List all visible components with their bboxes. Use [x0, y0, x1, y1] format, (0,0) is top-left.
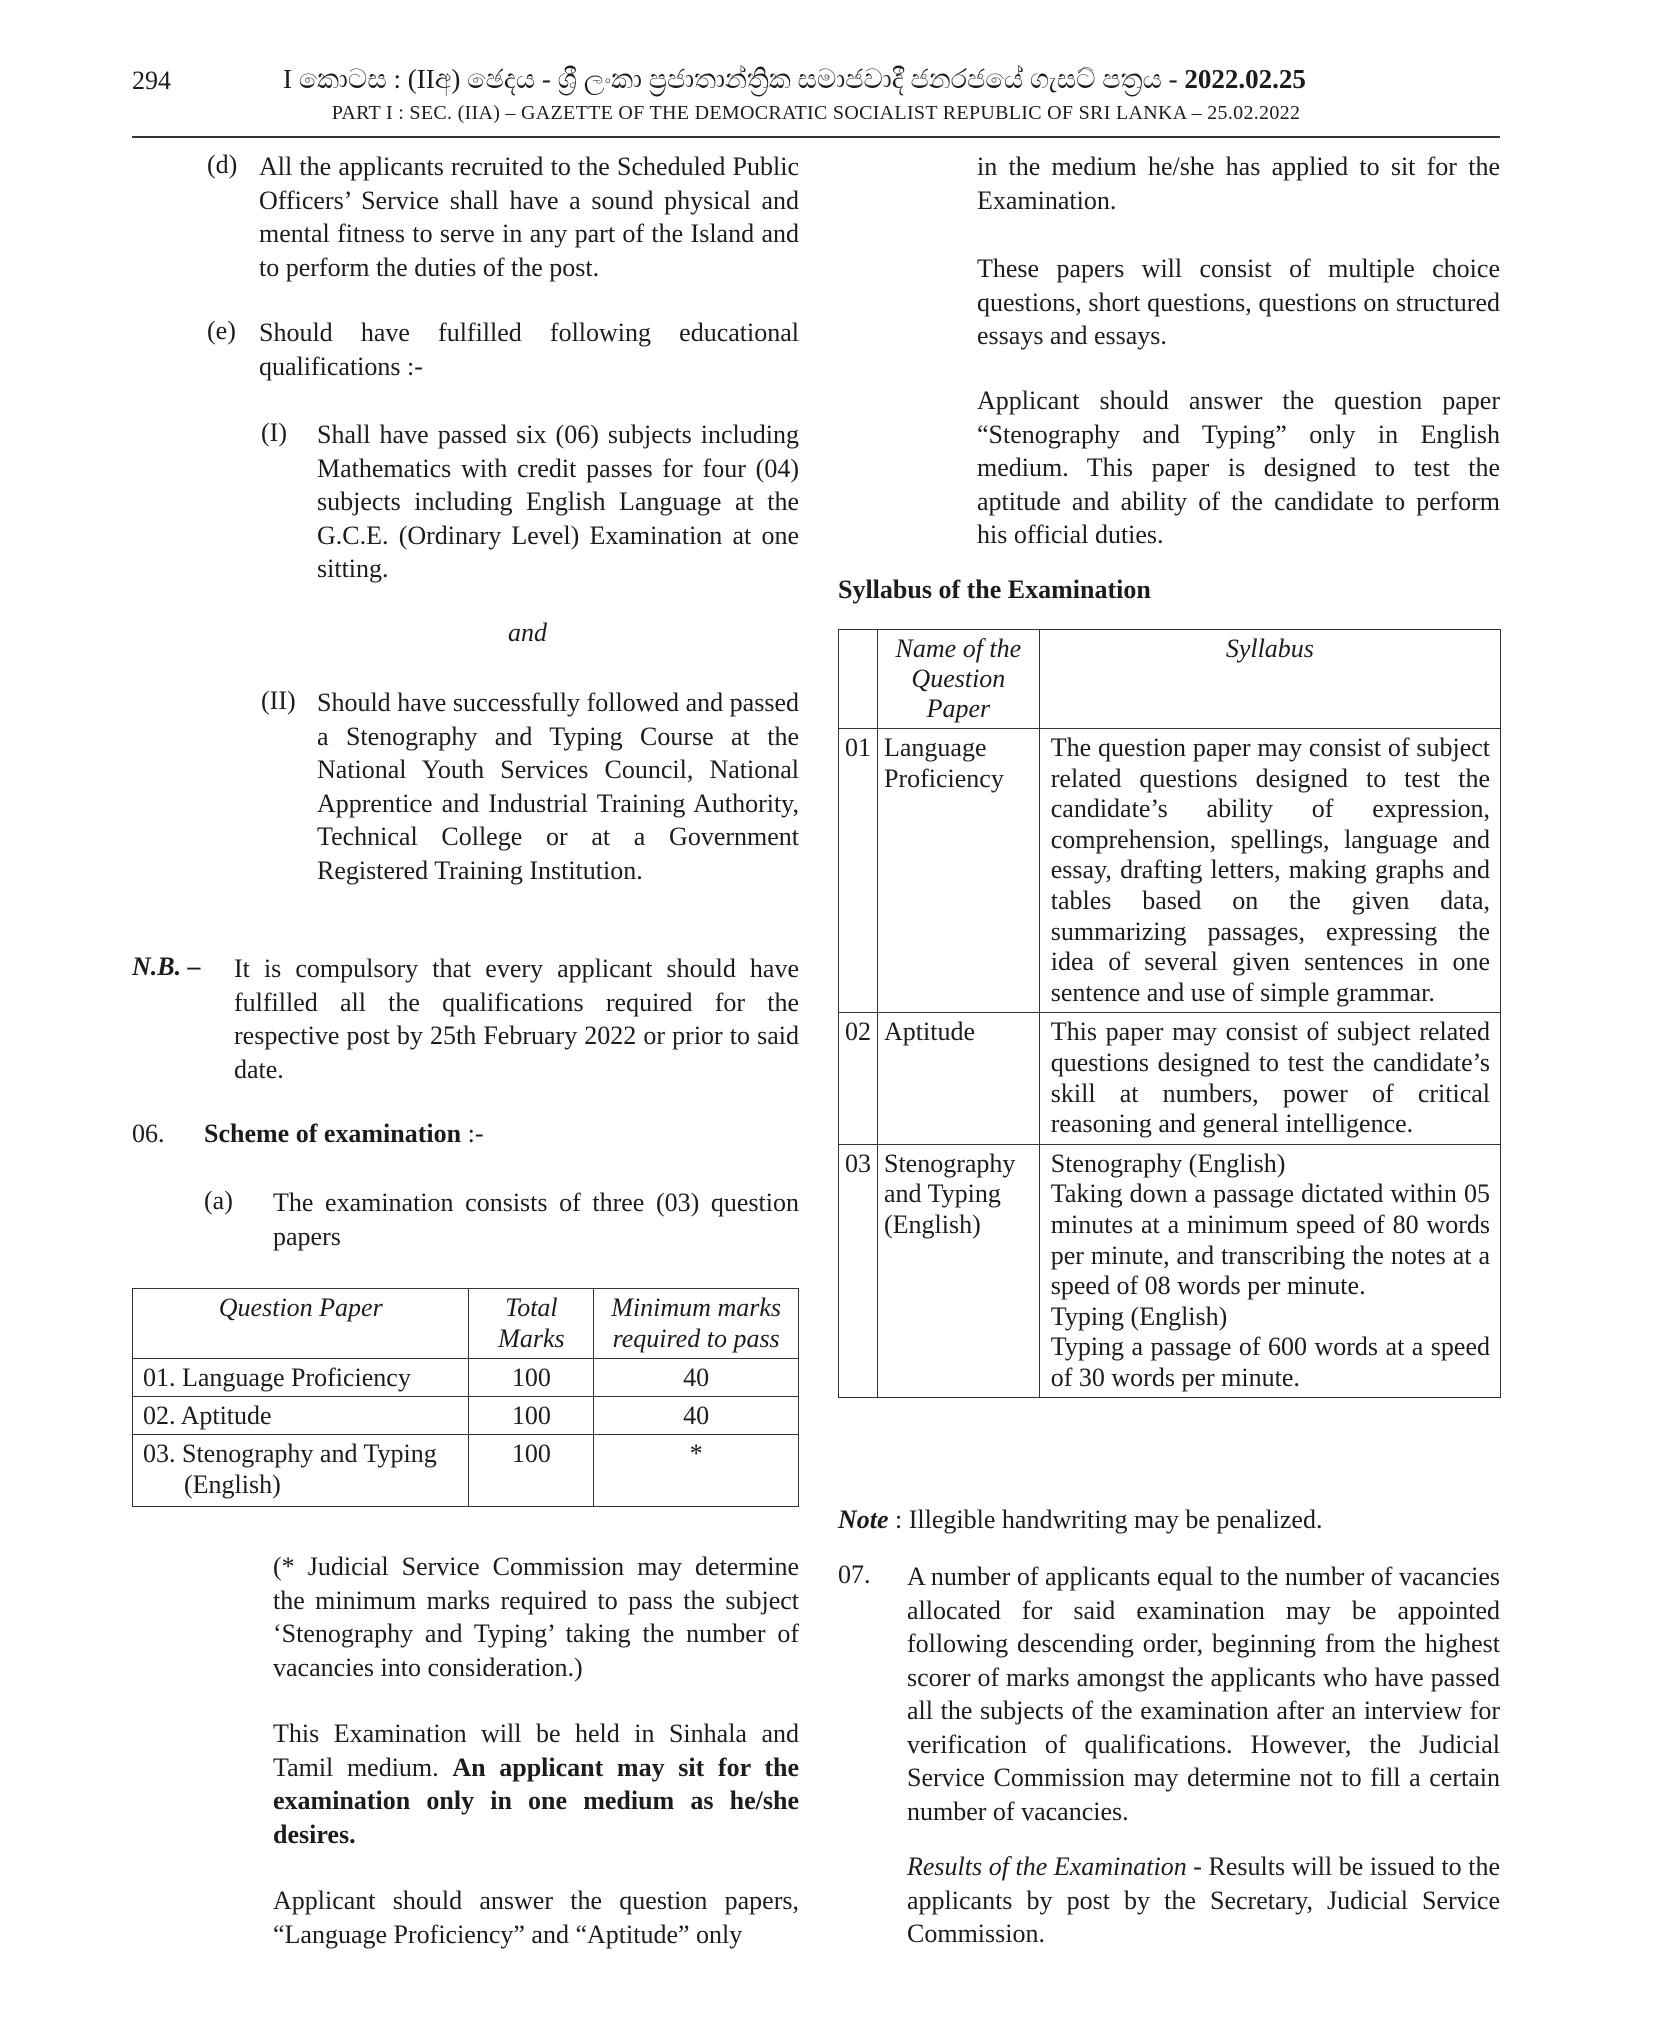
results-text: - Results will be issued to the applicants by post by the Secretary, Judicial Service Commission. [907, 1852, 1500, 1948]
syllabus-line: Taking down a passage dictated within 05 minutes at a minimum speed of 80 words per minute, and transcribing the notes at a speed of 08 words per minute. [1050, 1179, 1490, 1301]
syllabus-table [838, 629, 1501, 1398]
paper-name: 01. Language Proficiency [133, 1359, 469, 1397]
gazette-title-sinhala-text: I කොටස : (IIඅ) ඡෙදය - ශ්‍රී ලංකා ප්‍රජාතාන්ත්‍රික සමාජවාදී ජනරජයේ ගැසට් පත්‍රය - [283, 64, 1185, 94]
header-paper-name: Name of the Question Paper [878, 630, 1040, 729]
item-i-label: (I) [261, 418, 287, 447]
header-question-paper: Question Paper [133, 1289, 469, 1359]
table-row [133, 1435, 799, 1507]
marks-table-header [133, 1289, 799, 1359]
syllabus-line: Typing a passage of 600 words at a speed of 30 words per minute. [1050, 1332, 1490, 1392]
item-d-label: (d) [207, 150, 238, 179]
section-07-number: 07. [838, 1560, 871, 1589]
minimum-marks: 40 [594, 1359, 799, 1397]
syllabus-line: Stenography (English) [1050, 1148, 1286, 1178]
section-06-suffix: :- [461, 1119, 484, 1148]
paper-number: 01 [839, 729, 878, 1013]
papers-paragraph: These papers will consist of multiple choice questions, short questions, questions on structured essays and essays. [977, 254, 1500, 350]
header-minimum-marks: Minimum marks required to pass [594, 1289, 799, 1359]
total-marks: 100 [469, 1359, 594, 1397]
judicial-note: (* Judicial Service Commission may determine the minimum marks required to pass the subject ‘Stenography and Typing’ taking the number of vacancies into consideration.) [273, 1552, 799, 1682]
paper-syllabus: The question paper may consist of subject related questions designed to test the candidate’s ability of expression, comprehension, spellings, language and essay, drafting letters, making graphs and tables based on the given data, summarizing passages, expressing the idea of several given sentences in one sentence and use of simple grammar. [1039, 729, 1500, 1013]
header-syllabus: Syllabus [1039, 630, 1500, 729]
page-number: 294 [132, 66, 171, 95]
section-06-heading [204, 1119, 483, 1149]
medium-text: This Examination will be held in Sinhala and Tamil medium. [273, 1719, 799, 1782]
paper-syllabus: This paper may consist of subject related questions designed to test the candidate’s skill at numbers, power of critical reasoning and general intelligence. [1039, 1013, 1500, 1144]
paper-number: 03 [839, 1144, 878, 1398]
paper-name: Aptitude [878, 1013, 1040, 1144]
item-i-text: Shall have passed six (06) subjects including Mathematics with credit passes for four (04) subjects including English Language at the G.C.E. (Ordinary Level) Examination at one sitting. [317, 420, 799, 583]
header-divider [132, 136, 1500, 138]
item-ii-label: (II) [261, 686, 296, 715]
answer-paragraph: Applicant should answer the question papers, “Language Proficiency” and “Aptitude” only [273, 1886, 799, 1949]
item-a-label: (a) [204, 1186, 233, 1215]
section-06-title: Scheme of examination [204, 1119, 462, 1148]
nb-label-text: N.B. – [132, 952, 201, 981]
medium-bold-text: An applicant may sit for the examination only in one medium as he/she desires. [273, 1752, 799, 1849]
nb-label [132, 952, 201, 982]
item-ii-text: Should have successfully followed and passed a Stenography and Typing Course at the National Youth Services Council, National Apprentice and Industrial Training Authority, Technical College or at a Government Registered Training Institution. [317, 688, 799, 885]
table-row [839, 1144, 1501, 1398]
syllabus-table-header [839, 630, 1501, 729]
minimum-marks: * [594, 1435, 799, 1507]
marks-table [132, 1288, 799, 1507]
stenography-paragraph: Applicant should answer the question paper “Stenography and Typing” only in English medium. This paper is designed to test the aptitude and ability of the candidate to perform his official duties. [977, 386, 1500, 549]
table-row [839, 1013, 1501, 1144]
syllabus-line: Typing (English) [1050, 1301, 1228, 1331]
gazette-title-english: PART I : SEC. (IIA) – GAZETTE OF THE DEMOCRATIC SOCIALIST REPUBLIC OF SRI LANKA – 25.02.2022 [331, 102, 1301, 124]
paper-name: Language Proficiency [878, 729, 1040, 1013]
continued-paragraph: in the medium he/she has applied to sit for the Examination. [977, 152, 1500, 215]
total-marks: 100 [469, 1435, 594, 1507]
item-a-text: The examination consists of three (03) question papers [273, 1188, 799, 1251]
note-text: : Illegible handwriting may be penalized. [888, 1505, 1323, 1534]
section-07-text: A number of applicants equal to the number of vacancies allocated for said examination may be appointed following descending order, beginning from the highest scorer of marks amongst the applicants who have passed all the subjects of the examination after an interview for verification of qualifications. However, the Judicial Service Commission may determine not to fill a certain number of vacancies. [907, 1562, 1500, 1826]
total-marks: 100 [469, 1397, 594, 1435]
paper-syllabus [1039, 1144, 1500, 1398]
results-label: Results of the Examination [907, 1852, 1187, 1881]
section-06-number: 06. [132, 1119, 165, 1148]
syllabus-heading: Syllabus of the Examination [838, 575, 1151, 604]
item-d-text: All the applicants recruited to the Scheduled Public Officers’ Service shall have a sound physical and mental fitness to serve in any part of the Island and to perform the duties of the post. [259, 152, 799, 282]
paper-name [133, 1435, 469, 1507]
note-label: Note [838, 1505, 889, 1534]
paper-name-text: 03. Stenography and Typing (English) [143, 1439, 437, 1499]
minimum-marks: 40 [594, 1397, 799, 1435]
paper-name: 02. Aptitude [133, 1397, 469, 1435]
item-e-label: (e) [207, 316, 236, 345]
paper-name: Stenography and Typing (English) [878, 1144, 1040, 1398]
table-row [839, 729, 1501, 1013]
item-e-text: Should have fulfilled following educational qualifications :- [259, 318, 799, 381]
nb-text: It is compulsory that every applicant should have fulfilled all the qualifications required for the respective post by 25th February 2022 or prior to said date. [234, 954, 799, 1084]
medium-paragraph [273, 1717, 799, 1851]
gazette-title-sinhala [283, 64, 1306, 96]
paper-number: 02 [839, 1013, 878, 1144]
and-connector: and [508, 618, 547, 647]
note-paragraph [838, 1503, 1500, 1536]
gazette-date-sinhala: 2022.02.25 [1184, 64, 1306, 94]
table-row [133, 1359, 799, 1397]
results-paragraph [907, 1850, 1500, 1951]
header-total-marks: Total Marks [469, 1289, 594, 1359]
table-row [133, 1397, 799, 1435]
header-number [839, 630, 878, 729]
